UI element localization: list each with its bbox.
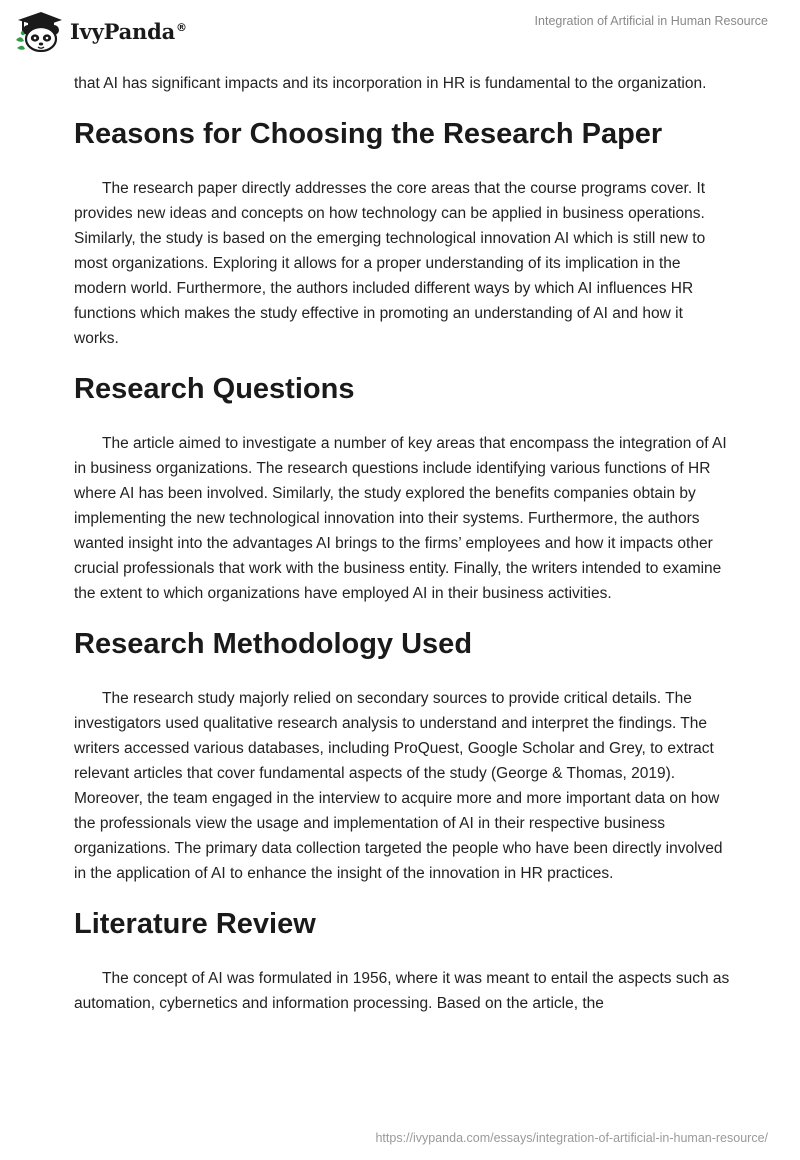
brand-logo[interactable] bbox=[14, 10, 187, 52]
panda-graduate-icon bbox=[14, 10, 64, 52]
registered-mark: ® bbox=[176, 20, 187, 34]
section-heading-questions: Research Questions bbox=[74, 373, 355, 405]
section-heading-methodology: Research Methodology Used bbox=[74, 628, 473, 660]
section-paragraph-literature: The concept of AI was formulated in 1956, where it was meant to entail the aspects such as automation, cybernetics and information processing. Based on the article, the bbox=[74, 970, 730, 1012]
section-paragraph-methodology: The research study majorly relied on secondary sources to provide critical details. The investigators used qualitative research analysis to understand and interpret the findings. The writers accessed various databases, including ProQuest, Google Scholar and Grey, to extract relevant articles that cover fundamental aspects of the study (George & Thomas, 2019). Moreover, the team engaged in the interview to acquire more and more important data on how the professionals view the usage and implementation of AI in their respective business organizations. The primary data collection targeted the people who have been directly involved in the application of AI to enhance the insight of the innovation in HR practices. bbox=[74, 690, 723, 882]
section-paragraph-reasons: The research paper directly addresses the core areas that the course programs cover. It provides new ideas and concepts on how technology can be applied in business operations. Similarly, the study is based on the emerging technological innovation AI which is still new to most organizations. Exploring it allows for a proper understanding of its implication in the modern world. Furthermore, the authors included different ways by which AI influences HR functions which makes the study effective in promoting an understanding of AI and how it works. bbox=[74, 180, 706, 347]
page-header bbox=[0, 0, 800, 60]
section-heading-reasons: Reasons for Choosing the Research Paper bbox=[74, 118, 663, 150]
article-body bbox=[74, 71, 730, 1016]
section-heading-literature: Literature Review bbox=[74, 908, 316, 940]
document-title: Integration of Artificial in Human Resource bbox=[534, 14, 768, 28]
section-paragraph-questions: The article aimed to investigate a number of key areas that encompass the integration of AI in business organizations. The research questions include identifying various functions of HR where AI has been involved. Similarly, the study explored the benefits companies obtain by implementing the new technological innovation into their systems. Furthermore, the authors wanted insight into the advantages AI brings to the firms’ employees and how it impacts other crucial professionals that work with the business entity. Finally, the writers intended to examine the extent to which organizations have employed AI in their business activities. bbox=[74, 435, 727, 602]
intro-paragraph: that AI has significant impacts and its incorporation in HR is fundamental to the organization. bbox=[74, 75, 707, 92]
source-url-link[interactable]: https://ivypanda.com/essays/integration-of-artificial-in-human-resource/ bbox=[375, 1131, 768, 1145]
brand-name: IvyPanda® bbox=[70, 18, 187, 44]
